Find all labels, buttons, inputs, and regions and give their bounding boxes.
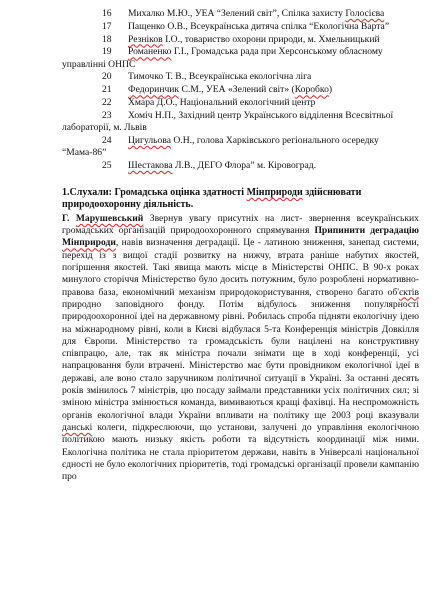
list-item-number: 22 [102, 97, 112, 109]
list-item-text: С.М., УЕА «Зелений світ» ( [179, 84, 295, 96]
list-item-text: Л.В., ДЕГО Флора” м. Кіровоград. [172, 160, 317, 172]
section-body: Г. Марушевський Звернув увагу присутніх на лист- звернення всеукраїнських громадських організацій природоохоронного спрямування Припинити деградацію Мінприроди, навів визначення деградації. Це - латиною зниження, занепад системи, перехід із з вищої стадії розвитку на нижчу, втрата раніше набутих якостей, погіршення якостей. Такі явища мають місце в Міністерстві ОНПС. В 90-х роках минулого сторіччя Міністерство було досить потужним, було розроблені нормативно-правова база, економічний механізм природокористування, створено багато об'єктів природно заповідного фонду. Потім відбулось зниження популярності природоохоронної ідеї на державному рівні. Робилась спроба підняти екологічну ідею на міжнародному рівні, коли в Києві відбулася 5-та Конференція міністрів Довкілля для Європи. Міністерство та громадськість були націлені на конструктивну співпрацю, але, так як міністра почали знімати ще в ході конференції, усі напрацювання були втрачені. Міністерство має бути провідником екологічної ідеї в державі, але воно стало заручником політичної ситуації в Україні. За останні десять років змінилось 7 міністрів, цю посаду займали представники усіх політичних сил; зі зміною міністра змінюється команда, вимиваються кращі фахівці. На неспроможність органів екологічної влади України впливати на політику ще 2003 році вказували данські колеги, підкреслюючи, що установи, залучені до управління екологічною політикою мають низьку якість роботи та відсутність координації між ними. Екологічна політика не стала пріоритетом держави, навіть в Універсалі національної єдності не було екологічних пріоритетів, тоді громадські організації провели кампанію про [62, 212, 419, 483]
spacer [62, 173, 419, 187]
list-item [22, 97, 419, 109]
list-item [22, 135, 419, 160]
list-item [22, 110, 419, 135]
list-item-number: 16 [102, 8, 112, 19]
list-item-name: Федоринчик [128, 84, 180, 96]
list-item-text: Г.І., Громадська рада при Херсонському обласному управлінні ОНПС [62, 46, 383, 70]
list-item [22, 46, 419, 71]
list-item-text: Хмара Д.О., Національний екологічний центр [128, 97, 316, 109]
list-item-text: Хоміч Н.П., Західний центр Українського відділення Всесвітньої лабораторії, м. Львів [62, 109, 394, 134]
list-item [22, 71, 419, 83]
speaker-name: Марушевський [75, 212, 144, 224]
list-item-text: Михалко М.Ю., УЕА “Зелений світ”, Спілка захисту [128, 8, 346, 19]
list-item-number: 17 [102, 20, 112, 32]
participant-list [62, 8, 419, 172]
list-item-name: Романенко [128, 46, 172, 58]
section-heading: 1.Слухали: Громадська оцінка здатності Мінприроди здійснювати природоохоронну діяльність. [62, 186, 362, 211]
list-item-text: І.О., товариство охорони природи, м. Хмельницький [162, 33, 380, 45]
list-item-name: Цигульова [128, 134, 171, 146]
list-item-number: 20 [102, 71, 112, 83]
list-item-name: Резніков [128, 33, 163, 45]
list-item-number: 24 [102, 134, 112, 146]
list-item-name: Голосієва [345, 8, 385, 19]
list-item [22, 160, 419, 172]
list-item-name: Шестакова [128, 160, 173, 172]
list-item-name: Коробко [294, 84, 329, 96]
list-item-number: 18 [102, 33, 112, 45]
list-item [22, 84, 419, 96]
list-item-number: 25 [102, 160, 112, 172]
list-item-text: Тимочко Т. В., Всеукраїнська екологічна ліга [128, 71, 312, 83]
list-item [22, 8, 419, 20]
list-item [22, 34, 419, 46]
list-item-text: Пащенко О.В., Всеукраїнська дитяча спілка “Екологічна Варта” [128, 20, 390, 32]
list-item-number: 19 [102, 46, 112, 58]
list-item-text: О.Н., голова Харківського регіонального осередку “Мама-86” [62, 134, 379, 159]
list-item-number: 21 [102, 84, 112, 96]
list-item-text: ) [328, 84, 333, 96]
list-item [22, 21, 419, 33]
list-item-number: 23 [102, 109, 112, 121]
